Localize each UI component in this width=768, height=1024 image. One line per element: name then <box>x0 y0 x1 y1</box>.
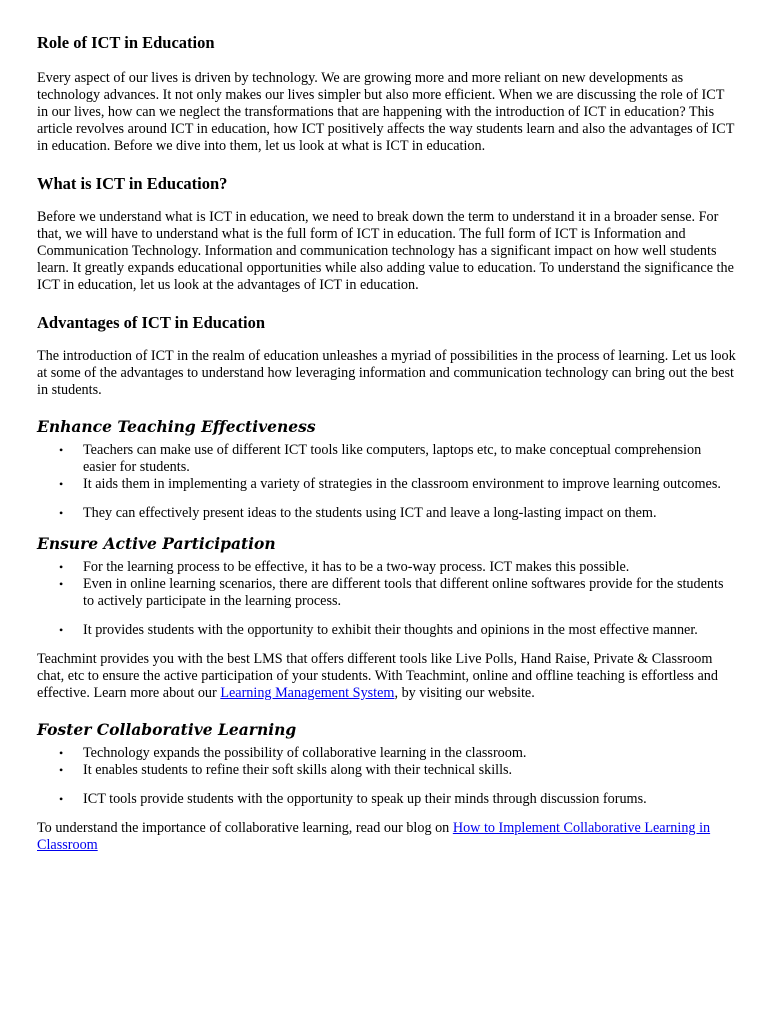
list-item: • It aids them in implementing a variety of strategies in the classroom environment to improve learning outcomes. <box>59 476 721 492</box>
advantages-heading: Advantages of ICT in Education <box>37 313 265 332</box>
list-item: • For the learning process to be effective, it has to be a two-way process. ICT makes this possible. <box>59 559 630 575</box>
bullet-icon: • <box>59 577 64 591</box>
bullet-icon: • <box>59 477 64 491</box>
teachmint-paragraph: Teachmint provides you with the best LMS that offers different tools like Live Polls, Hand Raise, Private & Classroom chat, etc to ensure the active participation of your students. With Teachmint, online and offline teaching is effortless and effective. Learn more about our Learning Management System, by visiting our website. <box>37 651 718 701</box>
bullet-icon: • <box>59 623 64 637</box>
advantages-paragraph: The introduction of ICT in the realm of education unleashes a myriad of possibilities in the process of learning. Let us look at some of the advantages to understand how leveraging information and communication technology can bring out the best in students. <box>37 348 736 398</box>
list-item: • It provides students with the opportunity to exhibit their thoughts and opinions in the most effective manner. <box>59 622 698 638</box>
list-item: • It enables students to refine their soft skills along with their technical skills. <box>59 762 513 778</box>
bullet-icon: • <box>59 792 64 806</box>
bullet-icon: • <box>59 560 64 574</box>
document-page <box>37 32 737 872</box>
bullet-icon: • <box>59 763 64 777</box>
list-item: • They can effectively present ideas to the students using ICT and leave a long-lasting impact on them. <box>59 505 657 521</box>
collaborative-list <box>37 745 737 808</box>
what-is-ict-heading: What is ICT in Education? <box>37 174 228 193</box>
closing-paragraph: To understand the importance of collaborative learning, read our blog on How to Implement Collaborative Learning in Classroom <box>37 820 711 853</box>
bullet-icon: • <box>59 443 64 457</box>
participation-list <box>37 559 737 639</box>
list-item: • Technology expands the possibility of collaborative learning in the classroom. <box>59 745 527 761</box>
page-title: Role of ICT in Education <box>37 33 215 52</box>
lms-link[interactable]: Learning Management System <box>220 685 395 701</box>
what-is-ict-paragraph: Before we understand what is ICT in education, we need to break down the term to understand it in a broader sense. For that, we will have to understand what is the full form of ICT in education. The full form of ICT is Information and Communication Technology. Information and communication technology has a significant impact on how well students learn. It greatly expands educational opportunities while also adding value to education. To understand the significance the ICT in education, let us look at the advantages of ICT in education. <box>37 209 734 293</box>
bullet-icon: • <box>59 506 64 520</box>
collaborative-heading: Foster Collaborative Learning <box>37 720 297 739</box>
teaching-list <box>37 442 737 522</box>
bullet-icon: • <box>59 746 64 760</box>
participation-heading: Ensure Active Participation <box>37 534 276 553</box>
intro-paragraph: Every aspect of our lives is driven by technology. We are growing more and more reliant on new developments as technology advances. It not only makes our lives simpler but also more efficient. When we are discussing the role of ICT in our lives, how can we neglect the transformations that are happening with the introduction of ICT in education? This article revolves around ICT in education, how ICT positively affects the way students learn and also the advantages of ICT in education. Before we dive into them, let us look at what is ICT in education. <box>37 70 735 154</box>
teaching-heading: Enhance Teaching Effectiveness <box>37 417 316 436</box>
collaborative-learning-link[interactable]: How to Implement Collaborative Learning in Classroom <box>37 820 711 853</box>
list-item: • Even in online learning scenarios, there are different tools that different online softwares provide for the students to actively participate in the learning process. <box>59 576 724 609</box>
list-item: • Teachers can make use of different ICT tools like computers, laptops etc, to make conceptual comprehension easier for students. <box>59 442 702 475</box>
list-item: • ICT tools provide students with the opportunity to speak up their minds through discussion forums. <box>59 791 647 807</box>
